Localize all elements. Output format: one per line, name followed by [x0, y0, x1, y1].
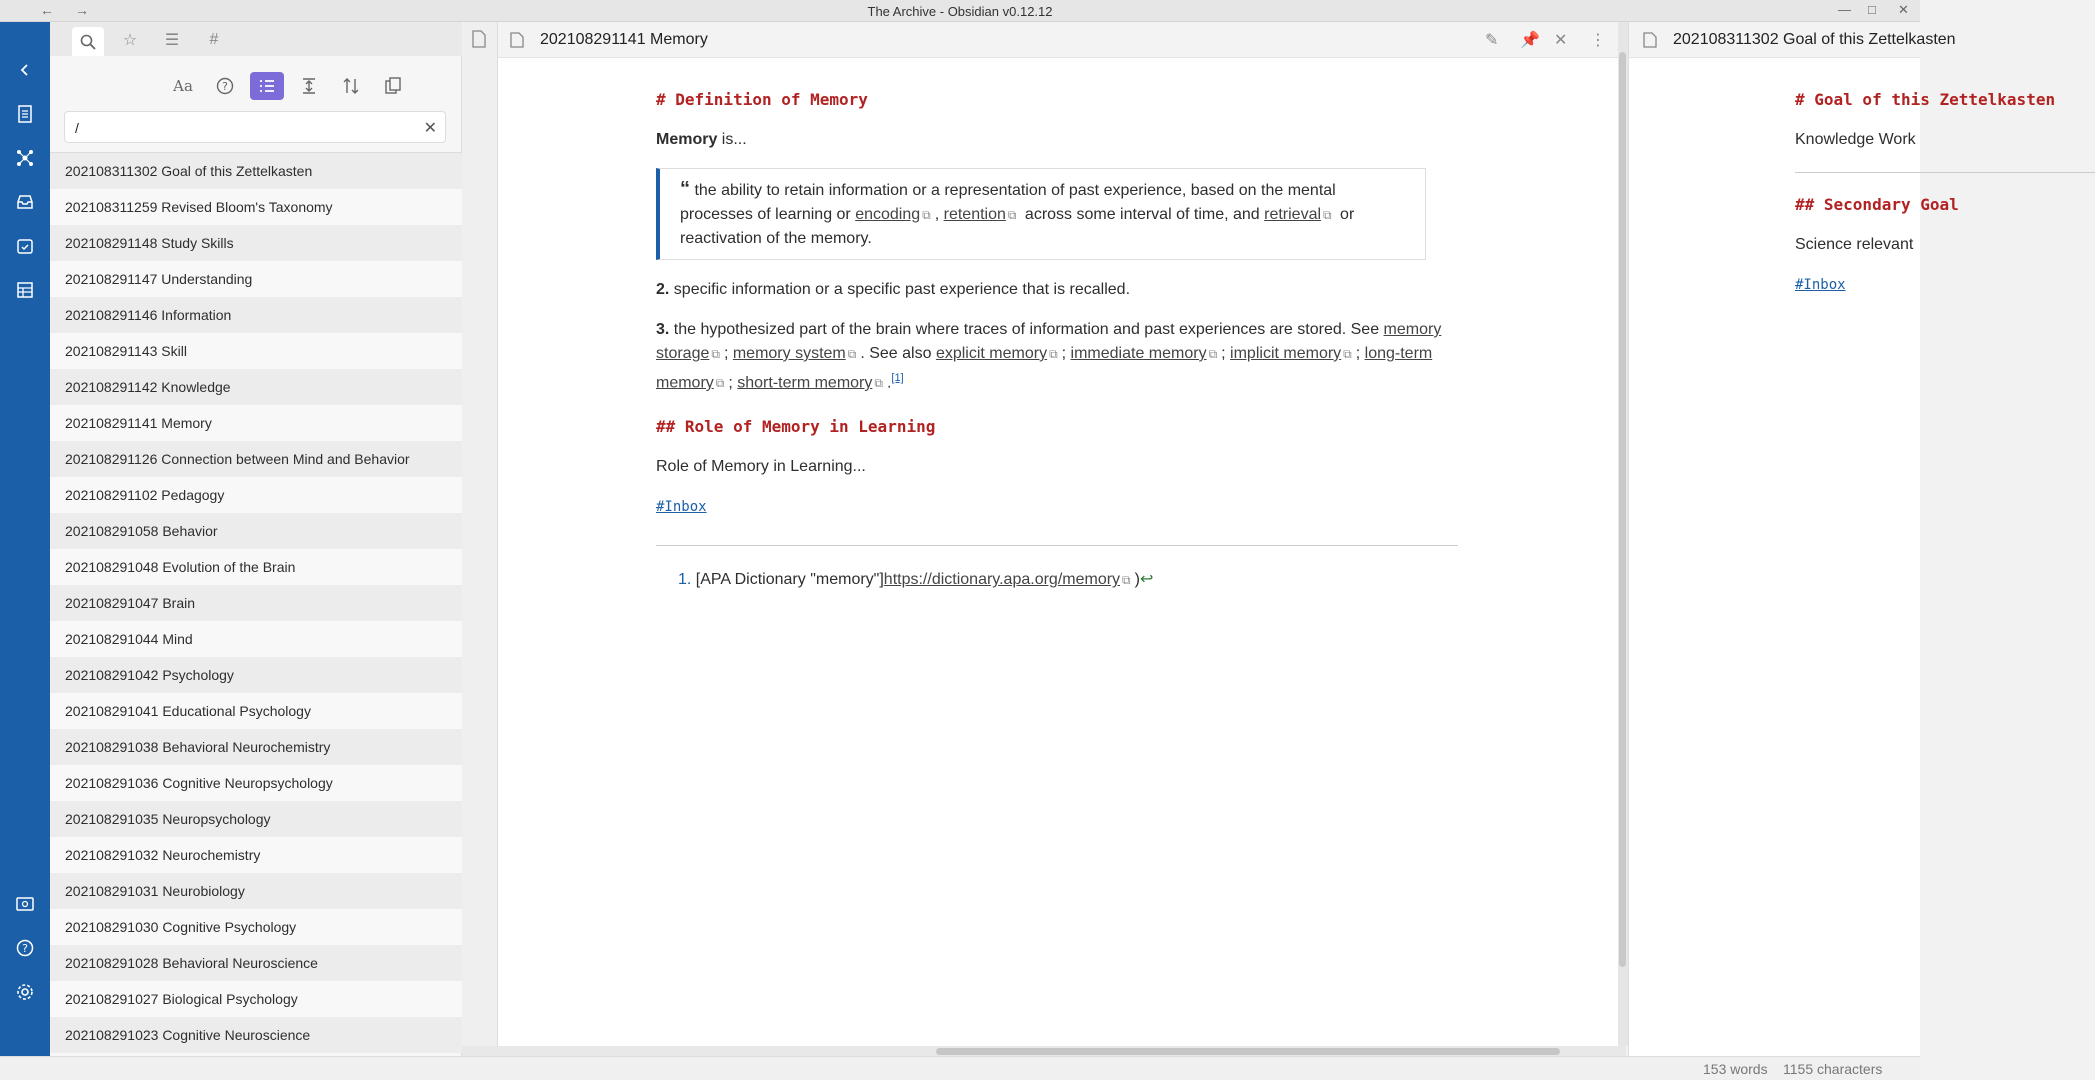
more-options-icon[interactable]: ⋮: [1590, 32, 1606, 49]
sidebar-tabs: [50, 22, 462, 56]
tag-inbox[interactable]: #Inbox: [656, 499, 707, 516]
quote-mark: “: [680, 178, 690, 200]
pane-header: [498, 22, 1618, 58]
memory-intro: Memory is...: [656, 131, 747, 148]
search-result-item[interactable]: 202108291032 Neurochemistry: [50, 837, 462, 873]
heading-goal: # Goal of this Zettelkasten: [1795, 90, 2056, 109]
external-link-icon: ⧉: [1007, 208, 1017, 222]
pin-icon[interactable]: 📌: [1520, 32, 1540, 49]
link-encoding[interactable]: encoding: [855, 206, 921, 223]
divider: [1795, 172, 2095, 173]
character-count: 1155 characters: [1783, 1061, 1883, 1077]
search-result-item[interactable]: 202108291030 Cognitive Psychology: [50, 909, 462, 945]
calendar-icon[interactable]: [13, 234, 37, 258]
search-result-item[interactable]: 202108291042 Psychology: [50, 657, 462, 693]
copy-results-icon[interactable]: [376, 72, 410, 100]
inbox-icon[interactable]: [13, 190, 37, 214]
external-link-icon: ⧉: [711, 347, 720, 361]
minimize-icon[interactable]: —: [1838, 2, 1851, 17]
definition-item-2: 2. specific information or a specific past experience that is recalled.: [656, 281, 1131, 298]
close-window-icon[interactable]: ✕: [1898, 2, 1909, 17]
link-short-term-memory[interactable]: short-term memory: [737, 374, 873, 392]
edit-icon[interactable]: ✎: [1485, 32, 1499, 49]
clear-search-icon[interactable]: ✕: [423, 120, 437, 137]
search-result-item[interactable]: 202108291102 Pedagogy: [50, 477, 462, 513]
file-icon[interactable]: [13, 102, 37, 126]
star-icon[interactable]: ☆: [122, 32, 138, 49]
table-icon[interactable]: [13, 278, 37, 302]
hash-icon[interactable]: #: [209, 31, 219, 48]
search-results: [50, 152, 462, 1056]
maximize-icon[interactable]: □: [1868, 2, 1876, 17]
main-pane: [498, 22, 1618, 1056]
document-icon: [1643, 32, 1657, 53]
external-link-icon: ⧉: [1049, 347, 1058, 361]
pane-title: 202108311302 Goal of this Zettelkasten: [1673, 31, 1956, 48]
search-result-item[interactable]: 202108291148 Study Skills: [50, 225, 462, 261]
search-result-item[interactable]: 202108291048 Evolution of the Brain: [50, 549, 462, 585]
link-memory-storage[interactable]: memory storage: [656, 321, 1442, 362]
horizontal-scrollbar[interactable]: [462, 1046, 1626, 1056]
definition-item-3: 3. the hypothesized part of the brain where traces of information and past experiences are stored. See memory storage ⧉ ; memory system ⧉ . See also explicit memory ⧉ ; immediate memory ⧉ ; implicit memory ⧉ ; long-term memory ⧉ ; short-term memory ⧉ .[1]: [656, 321, 1442, 392]
external-link-icon: ⧉: [1323, 208, 1332, 222]
external-link-icon: ⧉: [1208, 347, 1218, 361]
explain-icon[interactable]: [208, 72, 242, 100]
settings-icon[interactable]: [13, 980, 37, 1004]
search-input[interactable]: [75, 118, 415, 138]
search-result-item[interactable]: 202108291126 Connection between Mind and Behavior: [50, 441, 462, 477]
vault-icon[interactable]: [13, 892, 37, 916]
footnote: 1. [APA Dictionary "memory"]https://dictionary.apa.org/memory ⧉ )↩: [678, 571, 1154, 589]
role-text: Role of Memory in Learning...: [656, 458, 866, 476]
title-bar: [0, 0, 1920, 22]
tag-inbox[interactable]: #Inbox: [1795, 277, 1846, 293]
vertical-scrollbar[interactable]: [1618, 22, 1628, 1046]
left-sidebar: [50, 22, 462, 1056]
external-link-icon: ⧉: [1122, 573, 1131, 588]
note-content: [1795, 88, 2056, 313]
search-result-item[interactable]: 202108291141 Memory: [50, 405, 462, 441]
context-icon[interactable]: [292, 72, 326, 100]
search-result-item[interactable]: 202108291031 Neurobiology: [50, 873, 462, 909]
collapse-results-icon[interactable]: [250, 72, 284, 100]
search-result-item[interactable]: 202108291146 Information: [50, 297, 462, 333]
help-icon[interactable]: [13, 936, 37, 960]
sort-icon[interactable]: [334, 72, 368, 100]
svg-text:?: ?: [222, 80, 228, 93]
external-link-icon: ⧉: [874, 376, 883, 391]
search-result-item[interactable]: 202108291036 Cognitive Neuropsychology: [50, 765, 462, 801]
link-implicit-memory[interactable]: implicit memory: [1230, 345, 1342, 362]
heading-secondary: ## Secondary Goal: [1795, 195, 1959, 214]
document-icon: [510, 32, 524, 53]
graph-icon[interactable]: [13, 146, 37, 170]
secondary-text: Science relevant: [1795, 236, 1914, 253]
search-field[interactable]: [64, 111, 446, 143]
scrollbar-thumb[interactable]: [1619, 52, 1626, 967]
search-toolbar: [50, 66, 462, 102]
footnote-ref[interactable]: [1]: [891, 372, 904, 384]
back-icon[interactable]: ←: [40, 2, 54, 18]
pane-title: 202108291141 Memory: [540, 31, 708, 48]
external-link-icon: ⧉: [715, 376, 725, 391]
search-icon[interactable]: [72, 27, 104, 56]
collapse-sidebar-icon[interactable]: [13, 58, 37, 82]
blockquote: “ the ability to retain information or a representation of past experience, based on the mental processes of learning or encoding ⧉ , retention ⧉ across some interval of time, and retrieval ⧉ or reactivation of the memory.: [656, 168, 1426, 260]
pane-header: [1629, 22, 1956, 58]
link-retention[interactable]: retention: [943, 206, 1006, 223]
svg-text:?: ?: [22, 942, 28, 955]
external-link-icon: ⧉: [922, 208, 931, 222]
link-explicit-memory[interactable]: explicit memory: [935, 345, 1048, 362]
external-link-icon: ⧉: [847, 347, 857, 361]
file-icon[interactable]: [471, 30, 487, 53]
note-view: [498, 58, 1618, 1056]
search-result-item[interactable]: 202108291027 Biological Psychology: [50, 981, 462, 1017]
search-result-item[interactable]: 202108291023 Cognitive Neuroscience: [50, 1017, 462, 1053]
search-result-item[interactable]: 202108291058 Behavior: [50, 513, 462, 549]
link-memory-system[interactable]: memory system: [732, 345, 846, 362]
goal-text: Knowledge Work: [1795, 131, 1916, 148]
link-retrieval[interactable]: retrieval: [1264, 206, 1322, 223]
right-pane: [1628, 22, 2056, 1056]
footnote-divider: [656, 545, 1458, 546]
heading-definition: # Definition of Memory: [656, 90, 868, 109]
search-result-item[interactable]: 202108291143 Skill: [50, 333, 462, 369]
link-long-term-memory[interactable]: long-term memory: [656, 345, 1433, 392]
heading-role: ## Role of Memory in Learning: [656, 417, 936, 437]
search-result-item[interactable]: 202108311259 Revised Bloom's Taxonomy: [50, 189, 462, 225]
link-immediate-memory[interactable]: immediate memory: [1070, 345, 1207, 362]
match-case-icon[interactable]: Aa: [173, 77, 193, 95]
status-bar: [0, 1056, 1920, 1080]
window-title: The Archive - Obsidian v0.12.12: [867, 4, 1053, 19]
search-result-item[interactable]: 202108291038 Behavioral Neurochemistry: [50, 729, 462, 765]
close-pane-icon[interactable]: ✕: [1554, 32, 1568, 49]
search-result-item[interactable]: 202108291044 Mind: [50, 621, 462, 657]
pane-strip: [462, 22, 498, 1056]
scrollbar-thumb[interactable]: [936, 1048, 1560, 1055]
link-apa-dictionary[interactable]: https://dictionary.apa.org/memory: [883, 571, 1121, 589]
search-result-item[interactable]: 202108311302 Goal of this Zettelkasten: [50, 153, 462, 189]
footnote-backref-icon[interactable]: ↩: [1139, 571, 1154, 589]
search-result-item[interactable]: 202108291142 Knowledge: [50, 369, 462, 405]
external-link-icon: ⧉: [1343, 347, 1352, 361]
list-icon[interactable]: ☰: [164, 32, 180, 49]
search-result-item[interactable]: 202108291041 Educational Psychology: [50, 693, 462, 729]
search-result-item[interactable]: 202108291028 Behavioral Neuroscience: [50, 945, 462, 981]
search-result-item[interactable]: 202108291035 Neuropsychology: [50, 801, 462, 837]
search-result-item[interactable]: 202108291147 Understanding: [50, 261, 462, 297]
note-content: [656, 88, 1476, 592]
word-count: 153 words: [1703, 1061, 1768, 1077]
search-result-item[interactable]: 202108291047 Brain: [50, 585, 462, 621]
ribbon: [0, 22, 50, 1056]
forward-icon[interactable]: →: [75, 2, 89, 18]
